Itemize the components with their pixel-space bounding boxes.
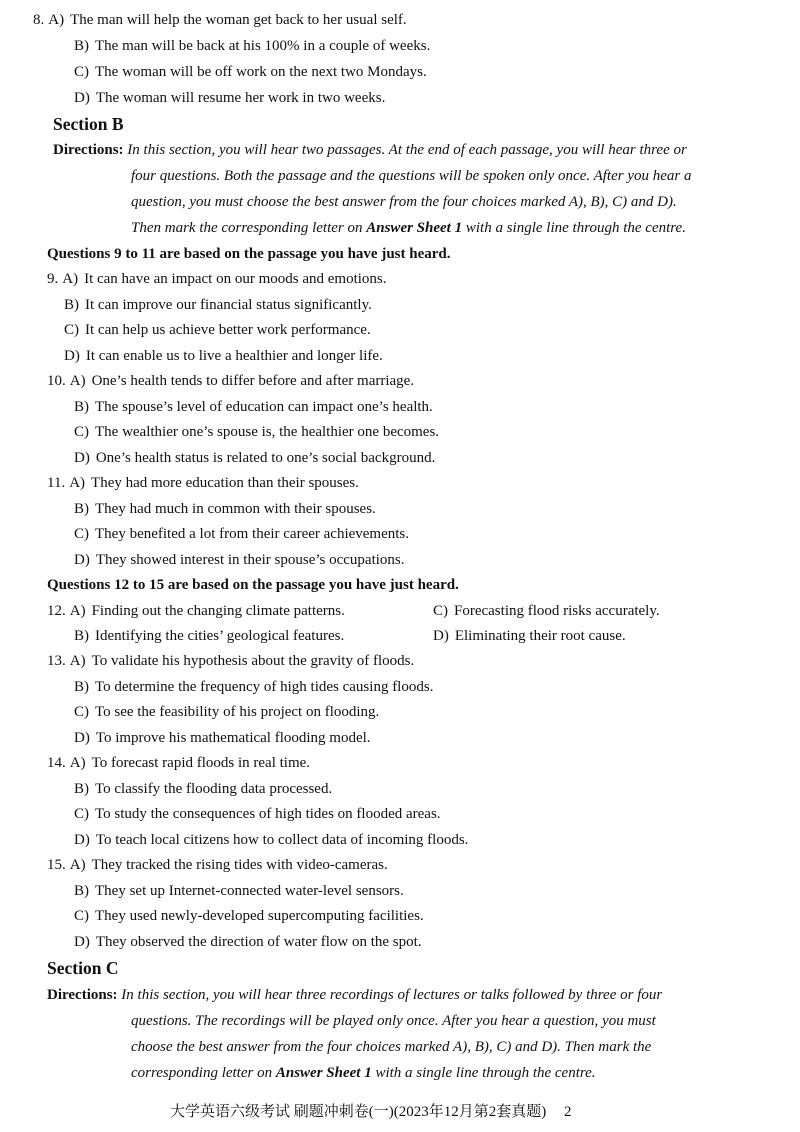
q10-number: 10. — [47, 373, 66, 389]
q14-option-c — [74, 804, 441, 824]
directions-label: Directions: — [53, 142, 124, 158]
q11-option-c — [74, 524, 409, 544]
option-letter: A) — [69, 475, 86, 491]
q10-option-a — [47, 371, 414, 391]
q8-number: 8. — [33, 12, 45, 28]
option-letter: D) — [64, 348, 80, 364]
option-letter: D) — [74, 450, 90, 466]
q10-option-b — [74, 397, 433, 417]
q12-option-d — [433, 626, 626, 646]
option-letter: B) — [64, 297, 79, 313]
option-text: They used newly-developed supercomputing facilities. — [95, 908, 424, 924]
q15-option-d — [74, 932, 422, 952]
option-text: They had much in common with their spouses. — [95, 501, 376, 517]
option-letter: D) — [74, 934, 90, 950]
option-letter: C) — [74, 908, 89, 924]
option-letter: C) — [74, 806, 89, 822]
option-letter: A) — [62, 271, 79, 287]
option-letter: A) — [69, 373, 86, 389]
q12-option-b — [74, 626, 344, 646]
option-text: The wealthier one’s spouse is, the healthier one becomes. — [95, 424, 440, 440]
option-letter: B) — [74, 628, 89, 644]
option-letter: D) — [74, 730, 90, 746]
option-text: They had more education than their spouses. — [91, 475, 359, 491]
q12-number: 12. — [47, 603, 66, 619]
section-c-directions-line-2: questions. The recordings will be played only once. After you hear a question, you must — [131, 1013, 656, 1029]
q13-option-d — [74, 728, 371, 748]
page-number: 2 — [563, 1104, 572, 1120]
option-text: They benefited a lot from their career achievements. — [95, 526, 410, 542]
footer-title: 大学英语六级考试 刷题冲刺卷(一)(2023年12月第2套真题) — [170, 1104, 547, 1120]
answer-sheet-ref: Answer Sheet 1 — [275, 1065, 372, 1081]
option-text: To improve his mathematical flooding model. — [95, 730, 371, 746]
q8-option-b — [74, 36, 430, 56]
option-text: One’s health tends to differ before and after marriage. — [91, 373, 415, 389]
option-letter: C) — [74, 424, 89, 440]
option-text: To teach local citizens how to collect data of incoming floods. — [95, 832, 469, 848]
option-text: The woman will be off work on the next two Mondays. — [95, 64, 427, 80]
option-text: To study the consequences of high tides on flooded areas. — [95, 806, 441, 822]
q15-number: 15. — [47, 857, 66, 873]
option-letter: B) — [74, 679, 89, 695]
option-text: They showed interest in their spouse’s occupations. — [95, 552, 405, 568]
option-text: It can improve our financial status significantly. — [85, 297, 372, 313]
section-c-directions-line-3: choose the best answer from the four choices marked A), B), C) and D). Then mark the — [131, 1039, 652, 1055]
option-text: The woman will resume her work in two weeks. — [95, 90, 386, 106]
option-letter: B) — [74, 883, 89, 899]
directions-text: corresponding letter on — [131, 1065, 273, 1081]
q8-option-d — [74, 88, 385, 108]
option-text: It can have an impact on our moods and emotions. — [84, 271, 387, 287]
q9-option-c — [64, 320, 371, 340]
q14-option-b — [74, 779, 332, 799]
section-c-directions-line-1 — [47, 985, 662, 1005]
directions-text: with a single line through the centre. — [375, 1065, 596, 1081]
option-text: To forecast rapid floods in real time. — [91, 755, 311, 771]
section-c-title: Section C — [47, 958, 119, 978]
option-letter: A) — [48, 12, 65, 28]
q10-option-d — [74, 448, 435, 468]
section-b-directions-line-3: question, you must choose the best answer from the four choices marked A), B), C) and D). — [131, 194, 677, 210]
q13-number: 13. — [47, 653, 66, 669]
q11-number: 11. — [47, 475, 66, 491]
q9-number: 9. — [47, 271, 59, 287]
q12-option-a — [47, 601, 345, 621]
q13-option-b — [74, 677, 433, 697]
option-text: The spouse’s level of education can impact one’s health. — [95, 399, 433, 415]
directions-text: with a single line through the centre. — [465, 220, 686, 236]
option-text: It can enable us to live a healthier and longer life. — [85, 348, 383, 364]
directions-text: Then mark the corresponding letter on — [131, 220, 363, 236]
q11-option-d — [74, 550, 405, 570]
option-text: To determine the frequency of high tides causing floods. — [95, 679, 434, 695]
option-letter: B) — [74, 399, 89, 415]
q14-number: 14. — [47, 755, 66, 771]
q14-option-a — [47, 753, 310, 773]
q13-option-c — [74, 702, 379, 722]
option-letter: A) — [69, 653, 86, 669]
option-text: Identifying the cities’ geological features. — [95, 628, 345, 644]
section-c-directions-line-4 — [131, 1063, 596, 1083]
option-letter: D) — [74, 90, 90, 106]
option-letter: B) — [74, 38, 89, 54]
q14-option-d — [74, 830, 468, 850]
q8-option-c — [74, 62, 427, 82]
directions-label: Directions: — [47, 987, 118, 1003]
option-text: Finding out the changing climate patterns. — [91, 603, 345, 619]
option-letter: C) — [74, 704, 89, 720]
option-text: To classify the flooding data processed. — [95, 781, 333, 797]
group-heading-12-15: Questions 12 to 15 are based on the passage you have just heard. — [47, 577, 459, 593]
option-text: It can help us achieve better work performance. — [85, 322, 371, 338]
q13-option-a — [47, 651, 414, 671]
option-letter: C) — [64, 322, 79, 338]
q12-option-c — [433, 601, 660, 621]
option-text: To validate his hypothesis about the gravity of floods. — [91, 653, 415, 669]
option-letter: A) — [69, 857, 86, 873]
q15-option-a — [47, 855, 388, 875]
q15-option-b — [74, 881, 404, 901]
option-text: To see the feasibility of his project on flooding. — [95, 704, 380, 720]
q8-option-a — [33, 10, 407, 30]
option-text: The man will be back at his 100% in a couple of weeks. — [95, 38, 431, 54]
option-text: Eliminating their root cause. — [454, 628, 626, 644]
section-b-directions-line-2: four questions. Both the passage and the questions will be spoken only once. After you hear a — [131, 168, 692, 184]
page-footer — [170, 1102, 571, 1122]
section-b-directions-line-1 — [53, 140, 687, 160]
section-b-directions-line-4 — [131, 218, 686, 238]
answer-sheet-ref: Answer Sheet 1 — [366, 220, 463, 236]
directions-text: In this section, you will hear two passages. At the end of each passage, you will hear three or — [127, 142, 687, 158]
option-letter: A) — [69, 603, 86, 619]
option-text: The man will help the woman get back to her usual self. — [70, 12, 407, 28]
q9-option-d — [64, 346, 383, 366]
q11-option-b — [74, 499, 376, 519]
option-letter: D) — [74, 552, 90, 568]
section-b-title: Section B — [53, 114, 124, 134]
option-letter: C) — [74, 526, 89, 542]
option-letter: B) — [74, 781, 89, 797]
q15-option-c — [74, 906, 424, 926]
option-letter: D) — [433, 628, 449, 644]
option-text: They set up Internet-connected water-level sensors. — [95, 883, 404, 899]
group-heading-9-11: Questions 9 to 11 are based on the passage you have just heard. — [47, 246, 451, 262]
option-letter: B) — [74, 501, 89, 517]
q11-option-a — [47, 473, 359, 493]
option-text: Forecasting flood risks accurately. — [454, 603, 660, 619]
option-letter: C) — [74, 64, 89, 80]
option-text: They observed the direction of water flow on the spot. — [95, 934, 422, 950]
option-letter: D) — [74, 832, 90, 848]
option-letter: C) — [433, 603, 448, 619]
q9-option-b — [64, 295, 372, 315]
directions-text: In this section, you will hear three recordings of lectures or talks followed by three or four — [121, 987, 663, 1003]
option-letter: A) — [69, 755, 86, 771]
option-text: They tracked the rising tides with video-cameras. — [91, 857, 388, 873]
option-text: One’s health status is related to one’s social background. — [95, 450, 436, 466]
q9-option-a — [47, 269, 387, 289]
q10-option-c — [74, 422, 439, 442]
